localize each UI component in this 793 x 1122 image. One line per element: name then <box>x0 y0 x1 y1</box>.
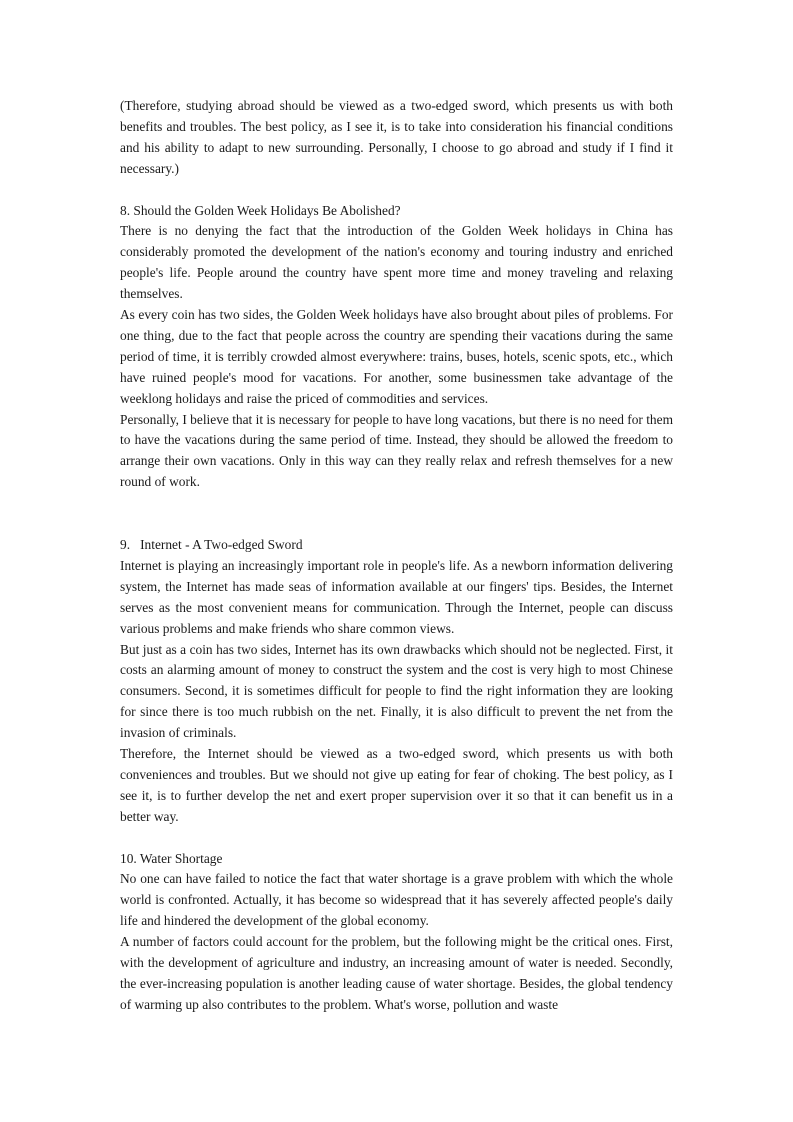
spacer <box>120 828 673 849</box>
section-internet <box>120 535 673 828</box>
section-paragraph: No one can have failed to notice the fact that water shortage is a grave problem with which the whole world is confronted. Actually, it has become so widespread that it has severely affected people's daily life and hindered the development of the global economy. <box>120 871 673 929</box>
section-title: 9. Internet - A Two-edged Sword <box>120 537 303 552</box>
section-paragraph: Internet is playing an increasingly important role in people's life. As a newborn information delivering system, the Internet has made seas of information available at our fingers' tips. Besides, the Internet serves as the most convenient means for communication. Through the Internet, people can discuss various problems and make friends who share common views. <box>120 557 673 636</box>
section-paragraph: A number of factors could account for the problem, but the following might be the critical ones. First, with the development of agriculture and industry, an increasing amount of water is needed. Secondly, the ever-increasing population is another leading cause of water shortage. Besides, the global tendency of warming up also contributes to the problem. What's worse, pollution and waste <box>120 934 673 1012</box>
section-paragraph: But just as a coin has two sides, Internet has its own drawbacks which should not be neglected. First, it costs an alarming amount of money to construct the system and the cost is very high to most Chinese consumers. Second, it is sometimes difficult for people to find the right information they are looking for since there is too much rubbish on the net. Finally, it is also difficult to prevent the net from the invasion of criminals. <box>120 641 673 741</box>
document-page <box>120 96 673 1016</box>
section-golden-week <box>120 201 673 494</box>
spacer <box>120 493 673 535</box>
section-title: 8. Should the Golden Week Holidays Be Abolished? <box>120 202 401 218</box>
spacer <box>120 180 673 201</box>
section-paragraph: As every coin has two sides, the Golden Week holidays have also brought about piles of problems. For one thing, due to the fact that people across the country are spending their vacations during the same period of time, it is terribly crowded almost everywhere: trains, buses, hotels, scenic spots, etc., which have ruined people's mood for vacations. For another, some businessmen take advantage of the weeklong holidays and raise the priced of commodities and services. <box>120 307 673 406</box>
section-paragraph: There is no denying the fact that the introduction of the Golden Week holidays in China has considerably promoted the development of the nation's economy and touring industry and enriched people's life. People around the country have spent more time and money traveling and relaxing themselves. <box>120 223 673 302</box>
intro-closing-paragraph: (Therefore, studying abroad should be viewed as a two-edged sword, which presents us with both benefits and troubles. The best policy, as I see it, is to take into consideration his financial conditions and his ability to adapt to new surrounding. Personally, I choose to go abroad and study if I find it necessary.) <box>120 98 673 176</box>
section-title: 10. Water Shortage <box>120 850 223 866</box>
section-paragraph: Personally, I believe that it is necessary for people to have long vacations, but there is no need for them to have the vacations during the same period of time. Instead, they should be allowed the freedom to arrange their own vacations. Only in this way can they really relax and refresh themselves for a new round of work. <box>120 411 673 490</box>
section-water-shortage <box>120 849 673 1016</box>
section-paragraph: Therefore, the Internet should be viewed as a two-edged sword, which presents us with both conveniences and troubles. But we should not give up eating for fear of choking. The best policy, as I see it, is to further develop the net and exert proper supervision over it so that it can benefit us in a better way. <box>120 746 673 824</box>
